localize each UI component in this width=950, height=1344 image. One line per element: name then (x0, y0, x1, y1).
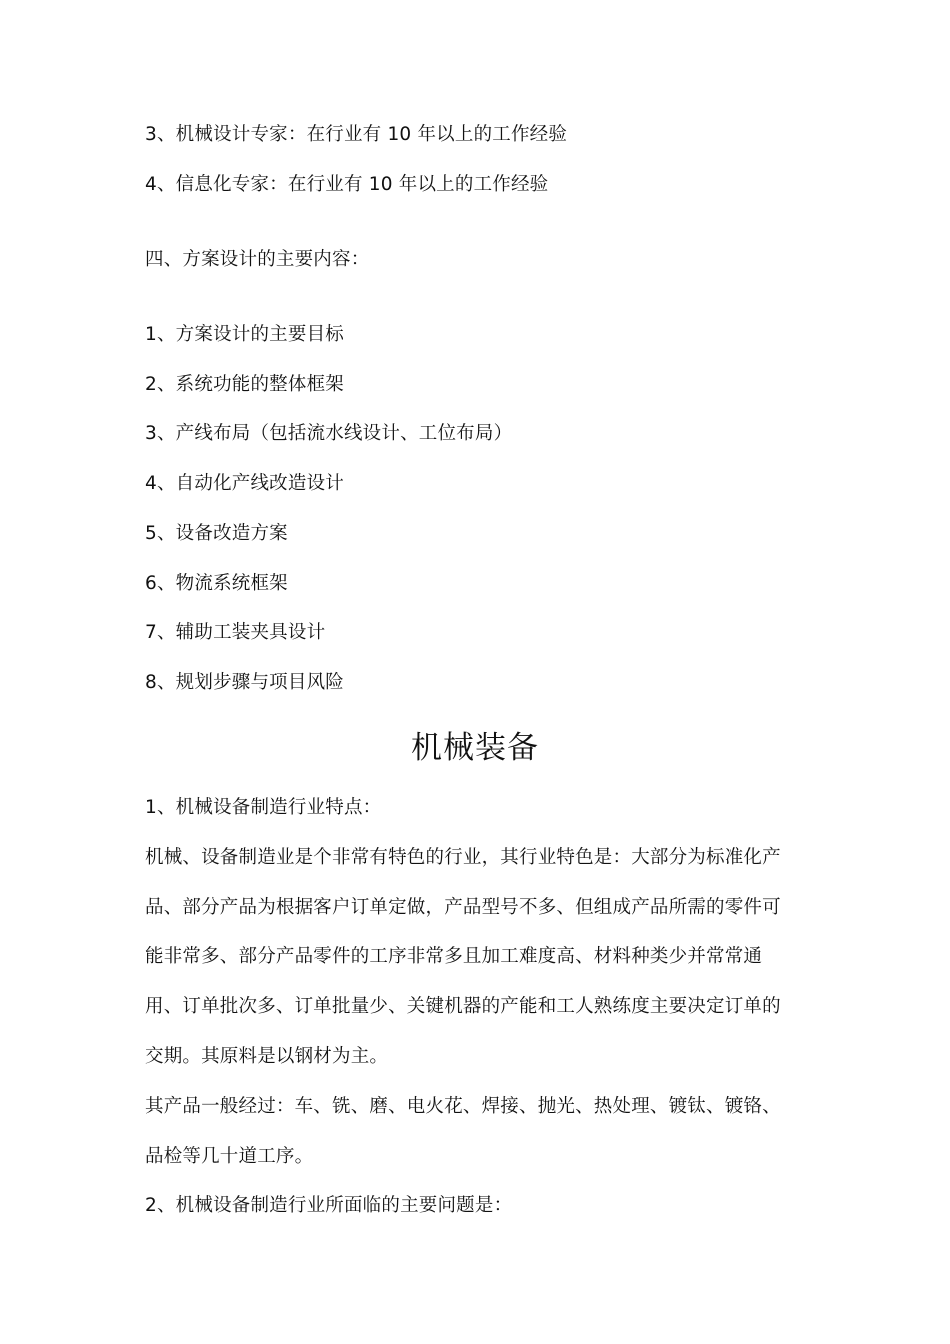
list-item: 5、设备改造方案 (145, 523, 288, 544)
expert-line: 4、信息化专家：在行业有 10 年以上的工作经验 (145, 174, 549, 195)
subsection-title: 2、机械设备制造行业所面临的主要问题是： (145, 1195, 513, 1216)
paragraph-line: 交期。其原料是以钢材为主。 (145, 1046, 389, 1067)
list-item: 1、方案设计的主要目标 (145, 324, 344, 345)
paragraph-line: 能非常多、部分产品零件的工序非常多且加工难度高、材料种类少并常常通 (145, 946, 763, 967)
list-item: 3、产线布局（包括流水线设计、工位布局） (145, 423, 513, 444)
paragraph-line: 机械、设备制造业是个非常有特色的行业，其行业特色是：大部分为标准化产 (145, 847, 781, 868)
expert-line: 3、机械设计专家：在行业有 10 年以上的工作经验 (145, 124, 568, 145)
paragraph-line: 品、部分产品为根据客户订单定做，产品型号不多、但组成产品所需的零件可 (145, 897, 781, 918)
paragraph-line: 品检等几十道工序。 (145, 1146, 314, 1167)
list-item: 4、自动化产线改造设计 (145, 473, 344, 494)
list-item: 2、系统功能的整体框架 (145, 374, 344, 395)
chapter-heading: 机械装备 (411, 730, 539, 766)
section-title: 四、方案设计的主要内容： (145, 249, 370, 270)
subsection-title: 1、机械设备制造行业特点： (145, 797, 382, 818)
paragraph-line: 其产品一般经过：车、铣、磨、电火花、焊接、抛光、热处理、镀钛、镀铬、 (145, 1096, 781, 1117)
paragraph-line: 用、订单批次多、订单批量少、关键机器的产能和工人熟练度主要决定订单的 (145, 996, 781, 1017)
list-item: 8、规划步骤与项目风险 (145, 672, 344, 693)
list-item: 6、物流系统框架 (145, 573, 288, 594)
list-item: 7、辅助工装夹具设计 (145, 622, 326, 643)
